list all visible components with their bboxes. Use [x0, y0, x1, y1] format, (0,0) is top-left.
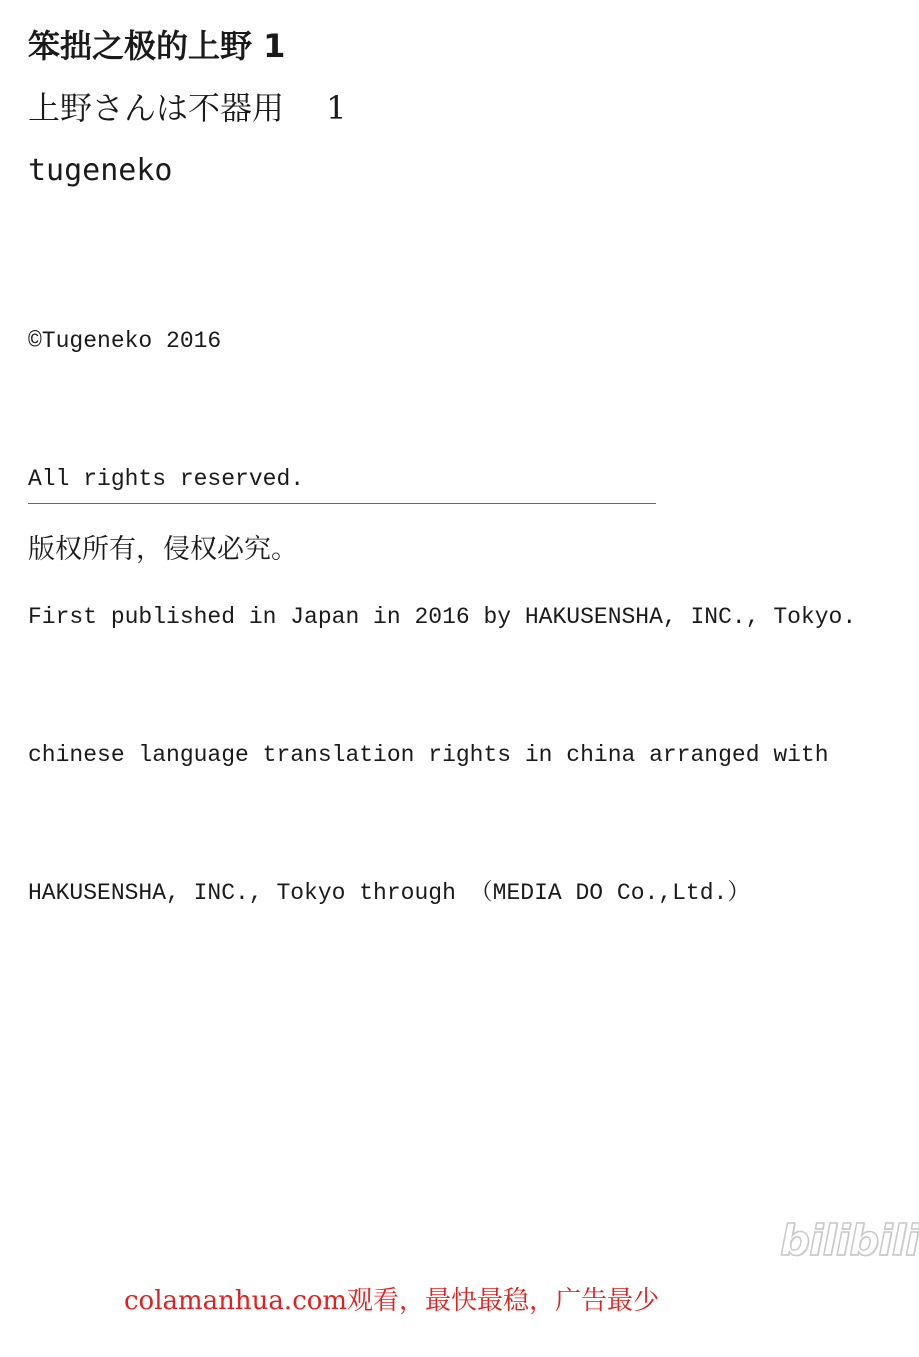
copyright-line: ©Tugeneko 2016 — [28, 328, 222, 354]
divider-line — [28, 503, 656, 504]
bilibili-logo: bilibili — [780, 1216, 919, 1265]
translation-line-2: HAKUSENSHA, INC., Tokyo through （MEDIA DO Co.,Ltd.） — [28, 880, 751, 906]
japanese-title: 上野さんは不器用 1 — [28, 89, 347, 127]
reserved-line: All rights reserved. — [28, 466, 305, 492]
rights-notice: 版权所有，侵权必究。 — [28, 534, 298, 565]
translation-line-1: chinese language translation rights in china arranged with — [28, 742, 829, 768]
site-watermark: colamanhua.com观看，最快最稳，广告最少 — [124, 1286, 660, 1316]
author-name: tugeneko — [28, 153, 173, 188]
chinese-title: 笨拙之极的上野 1 — [28, 27, 286, 65]
rights-block — [28, 226, 856, 1008]
first-published-line: First published in Japan in 2016 by HAKUSENSHA, INC., Tokyo. — [28, 604, 857, 630]
